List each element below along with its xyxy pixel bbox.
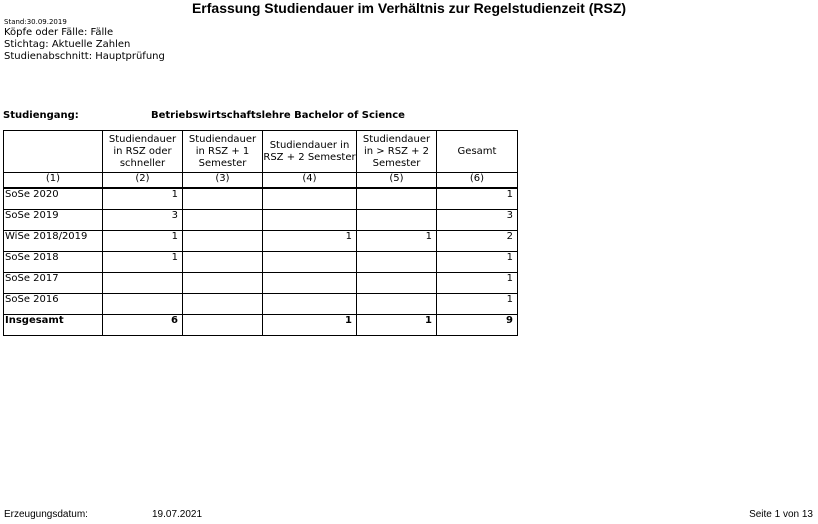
total-value-cell: 1 xyxy=(263,315,357,336)
meta-study-section: Studienabschnitt: Hauptprüfung xyxy=(4,51,165,62)
semester-cell: SoSe 2017 xyxy=(4,273,103,294)
value-cell xyxy=(263,210,357,231)
value-cell xyxy=(103,273,183,294)
value-cell xyxy=(357,188,437,210)
report-meta xyxy=(4,27,165,63)
value-cell: 1 xyxy=(263,231,357,252)
value-cell xyxy=(183,252,263,273)
column-number: (2) xyxy=(103,173,183,189)
created-date: 19.07.2021 xyxy=(152,509,203,520)
table-row xyxy=(4,273,518,294)
value-cell xyxy=(183,273,263,294)
value-cell xyxy=(183,294,263,315)
total-row xyxy=(4,315,518,336)
semester-cell: WiSe 2018/2019 xyxy=(4,231,103,252)
semester-cell: SoSe 2020 xyxy=(4,188,103,210)
column-number: (3) xyxy=(183,173,263,189)
value-cell xyxy=(357,210,437,231)
value-cell xyxy=(263,273,357,294)
meta-reference-date: Stichtag: Aktuelle Zahlen xyxy=(4,39,131,50)
value-cell xyxy=(183,210,263,231)
value-cell: 1 xyxy=(357,231,437,252)
total-value-cell: 1 xyxy=(357,315,437,336)
value-cell xyxy=(103,294,183,315)
header-cell: Studiendauer in RSZ + 1 Semester xyxy=(183,131,263,173)
semester-cell: SoSe 2019 xyxy=(4,210,103,231)
total-value-cell xyxy=(183,315,263,336)
header-cell: Gesamt xyxy=(437,131,518,173)
semester-cell: SoSe 2016 xyxy=(4,294,103,315)
header-cell: Studiendauer in RSZ + 2 Semester xyxy=(263,131,357,173)
page-number: Seite 1 von 13 xyxy=(749,509,813,520)
header-cell: Studiendauer in > RSZ + 2 Semester xyxy=(357,131,437,173)
duration-table xyxy=(3,130,518,336)
value-cell: 3 xyxy=(103,210,183,231)
table-row xyxy=(4,294,518,315)
value-cell: 1 xyxy=(103,252,183,273)
column-number: (1) xyxy=(4,173,103,189)
column-number: (4) xyxy=(263,173,357,189)
header-cell xyxy=(4,131,103,173)
semester-cell: SoSe 2018 xyxy=(4,252,103,273)
program-value: Betriebswirtschaftslehre Bachelor of Science xyxy=(151,110,405,121)
table-row xyxy=(4,231,518,252)
value-cell xyxy=(263,188,357,210)
value-cell xyxy=(357,252,437,273)
table-row xyxy=(4,252,518,273)
total-cell: 1 xyxy=(437,273,518,294)
total-label: Insgesamt xyxy=(4,315,103,336)
created-label: Erzeugungsdatum: xyxy=(4,509,88,520)
value-cell xyxy=(263,294,357,315)
value-cell xyxy=(263,252,357,273)
table-header-row xyxy=(4,131,518,173)
value-cell xyxy=(357,273,437,294)
total-cell: 1 xyxy=(437,294,518,315)
value-cell xyxy=(183,188,263,210)
total-cell: 1 xyxy=(437,252,518,273)
value-cell: 1 xyxy=(103,231,183,252)
table-row xyxy=(4,210,518,231)
program-label: Studiengang: xyxy=(3,110,79,121)
column-number-row xyxy=(4,173,518,189)
value-cell xyxy=(183,231,263,252)
total-cell: 1 xyxy=(437,188,518,210)
value-cell: 1 xyxy=(103,188,183,210)
value-cell xyxy=(357,294,437,315)
total-cell: 3 xyxy=(437,210,518,231)
grand-total-cell: 9 xyxy=(437,315,518,336)
column-number: (5) xyxy=(357,173,437,189)
header-cell: Studiendauer in RSZ oder schneller xyxy=(103,131,183,173)
total-value-cell: 6 xyxy=(103,315,183,336)
report-title: Erfassung Studiendauer im Verhältnis zur Regelstudienzeit (RSZ) xyxy=(191,0,627,16)
stand-date: Stand:30.09.2019 xyxy=(4,18,67,26)
table-row xyxy=(4,188,518,210)
total-cell: 2 xyxy=(437,231,518,252)
meta-count-type: Köpfe oder Fälle: Fälle xyxy=(4,27,114,38)
column-number: (6) xyxy=(437,173,518,189)
